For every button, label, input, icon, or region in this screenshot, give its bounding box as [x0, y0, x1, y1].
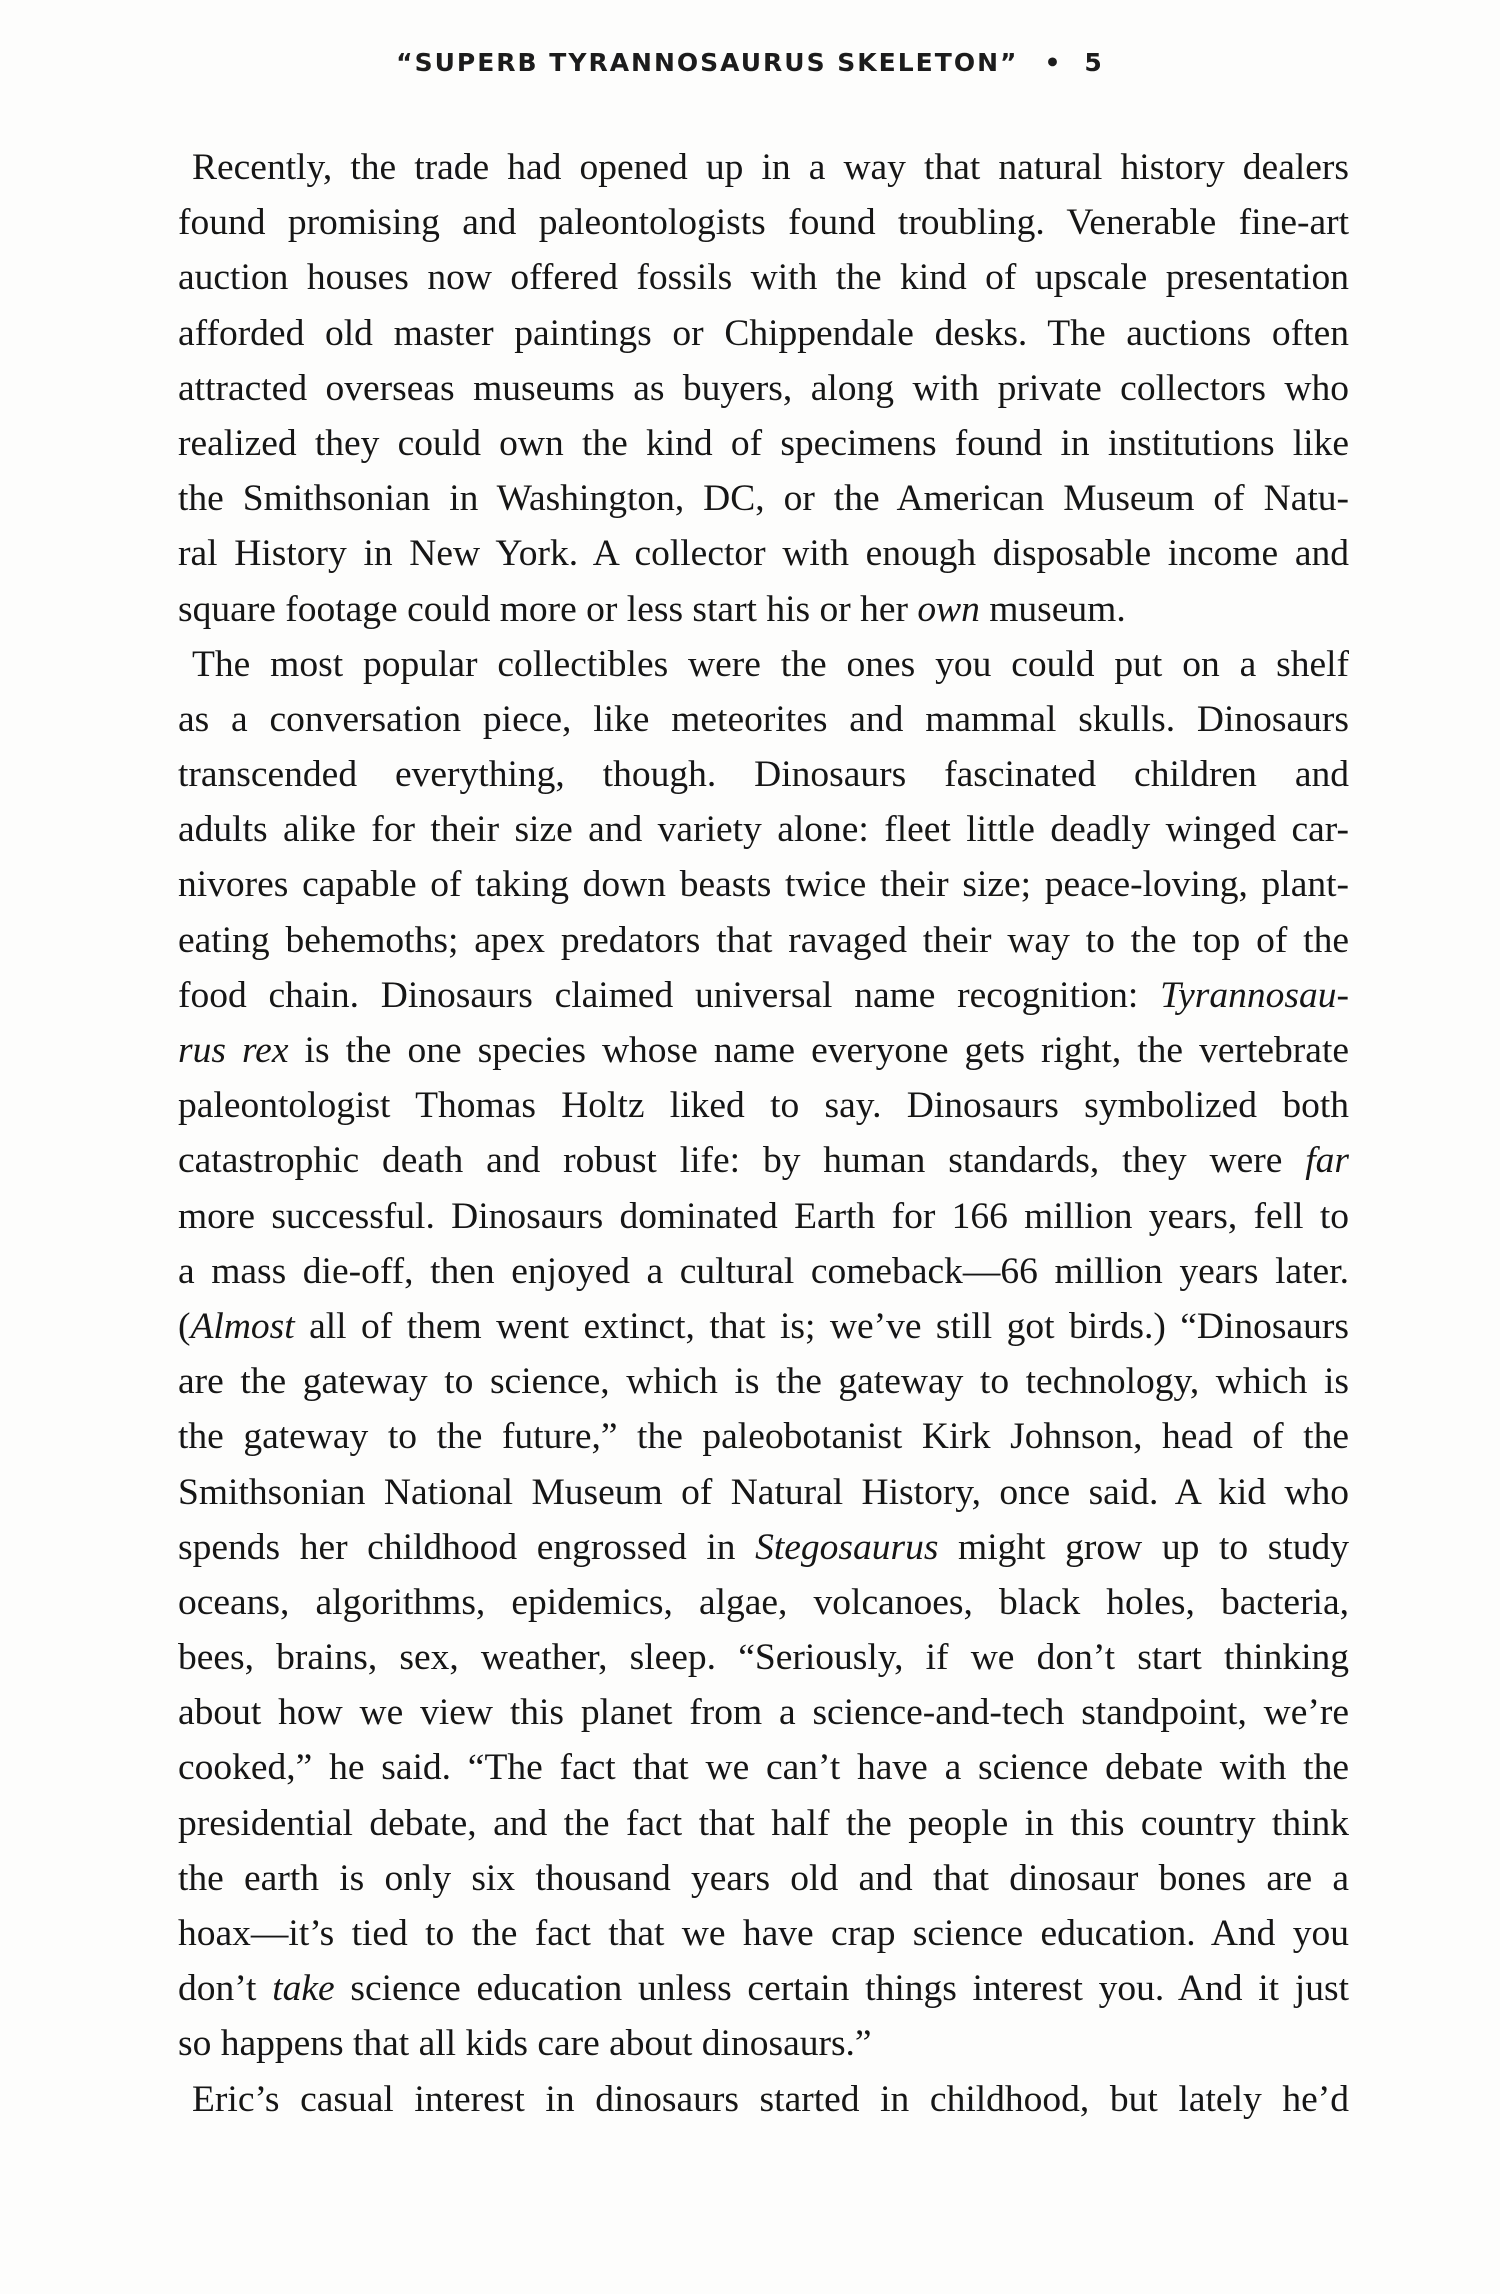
text-line: auction houses now offered fossils with the kind of upscale presentation [178, 257, 1349, 299]
text-line: found promising and paleontologists found troubling. Venerable fine-art [178, 202, 1349, 244]
text-line: ral History in New York. A collector with enough disposable income and [178, 533, 1349, 575]
text-line: Eric’s casual interest in dinosaurs started in childhood, but lately he’d [192, 2078, 1349, 2120]
text-line: Recently, the trade had opened up in a way that natural history dealers [192, 147, 1349, 188]
text-line: oceans, algorithms, epidemics, algae, volcanoes, black holes, bacteria, [178, 1581, 1349, 1623]
text-line: The most popular collectibles were the ones you could put on a shelf [192, 643, 1349, 685]
chapter-title: “SUPERB TYRANNOSAURUS SKELETON” [396, 48, 1019, 77]
text-line: rus rex is the one species whose name everyone gets right, the vertebrate [178, 1030, 1349, 1071]
paragraph [178, 2072, 1349, 2127]
text-line: spends her childhood engrossed in Stegosaurus might grow up to study [178, 1526, 1349, 1568]
text-line: catastrophic death and robust life: by human standards, they were far [178, 1140, 1349, 1182]
text-line: so happens that all kids care about dinosaurs.” [178, 2023, 872, 2065]
text-line: realized they could own the kind of specimens found in institutions like [178, 422, 1349, 464]
text-line: the earth is only six thousand years old and that dinosaur bones are a [178, 1857, 1349, 1899]
text-line: nivores capable of taking down beasts twice their size; peace-loving, plant- [178, 864, 1349, 906]
text-line: square footage could more or less start his or her own museum. [178, 588, 1126, 630]
text-line: adults alike for their size and variety alone: fleet little deadly winged car- [178, 809, 1349, 851]
text-line: paleontologist Thomas Holtz liked to say. Dinosaurs symbolized both [178, 1085, 1349, 1127]
text-line: more successful. Dinosaurs dominated Earth for 166 million years, fell to [178, 1195, 1349, 1237]
text-line: as a conversation piece, like meteorites and mammal skulls. Dinosaurs [178, 698, 1349, 740]
text-line: the Smithsonian in Washington, DC, or the American Museum of Natu- [178, 478, 1349, 520]
text-line: Smithsonian National Museum of Natural History, once said. A kid who [178, 1471, 1349, 1513]
text-line: eating behemoths; apex predators that ravaged their way to the top of the [178, 919, 1349, 961]
text-line: cooked,” he said. “The fact that we can’t have a science debate with the [178, 1747, 1349, 1789]
paragraph [178, 140, 1349, 637]
text-line: bees, brains, sex, weather, sleep. “Seriously, if we don’t start thinking [178, 1637, 1349, 1679]
text-line: transcended everything, though. Dinosaurs fascinated children and [178, 754, 1349, 796]
running-head [0, 48, 1500, 77]
text-line: presidential debate, and the fact that half the people in this country think [178, 1802, 1349, 1844]
text-line: attracted overseas museums as buyers, along with private collectors who [178, 367, 1349, 409]
text-line: about how we view this planet from a science-and-tech standpoint, we’re [178, 1692, 1349, 1734]
page-number: 5 [1084, 48, 1104, 77]
text-line: don’t take science education unless certain things interest you. And it just [178, 1968, 1349, 2010]
text-line: afforded old master paintings or Chippendale desks. The auctions often [178, 312, 1349, 354]
text-line: (Almost all of them went extinct, that is; we’ve still got birds.) “Dinosaurs [178, 1305, 1349, 1347]
paragraph [178, 637, 1349, 2072]
text-line: the gateway to the future,” the paleobotanist Kirk Johnson, head of the [178, 1416, 1349, 1458]
text-line: are the gateway to science, which is the gateway to technology, which is [178, 1361, 1349, 1403]
text-line: a mass die-off, then enjoyed a cultural comeback—66 million years later. [178, 1250, 1349, 1292]
text-line: food chain. Dinosaurs claimed universal name recognition: Tyrannosau- [178, 974, 1349, 1016]
body-text [178, 140, 1349, 2127]
header-separator: • [1044, 48, 1063, 77]
text-line: hoax—it’s tied to the fact that we have crap science education. And you [178, 1913, 1349, 1954]
